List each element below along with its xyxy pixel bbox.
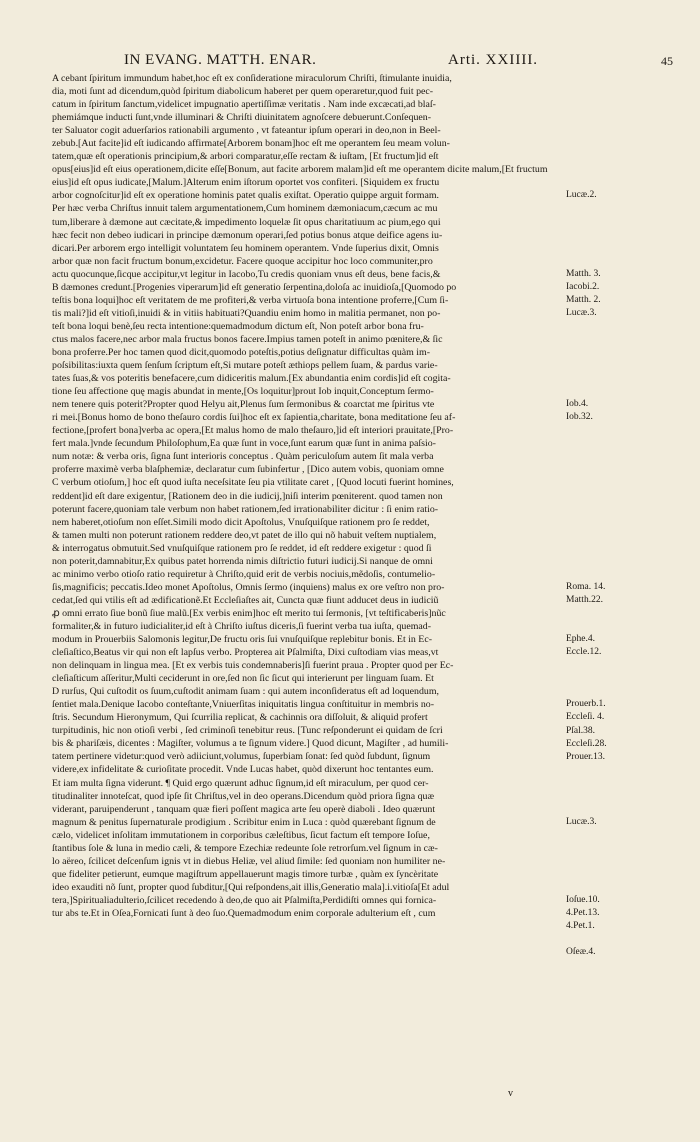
text-line: formaliter,& in futuro iudicialiter,id eſt à Chriſto iuſtus diceris,ſi fuerint verba tua iuſta, quemad-	[52, 620, 432, 632]
margin-reference: Matth. 3.	[566, 268, 601, 279]
text-line: catum in ſpiritum ſanctum,videlicet impugnatio apertiſſimæ veritatis . Nam inde excæcati,ad blaſ-	[52, 99, 436, 111]
text-line: ter Saluator cogit aduerſarios rationabili argumento , vt fateantur ipſum operari in deo,non in Beel-	[52, 125, 441, 137]
margin-reference: Eccle.12.	[566, 647, 602, 658]
text-line: ctus malos facere,nec arbor mala fructus bonos facere.Impius tamen poteſt in animo pœnitere,& ſic	[52, 333, 443, 345]
text-line: videre,ex infidelitate & curioſitate procedit. Vnde Lucas habet, quòd dixerunt hoc tentantes eum.	[52, 764, 434, 776]
text-line: tates ſuas,& vos poteritis benefacere,cum didiceritis malum.[Ex abundantia enim cordis]id eſt cogita-	[52, 373, 451, 385]
text-line: non delinquam in lingua mea. [Et ex verbis tuis condemnaberis]ſi fuerint praua . Propter quod per Ec-	[52, 660, 454, 672]
text-line: eius]id eſt opus iudicate,[Malum.]Alterum enim iſtorum oportet vos confiteri. [Siquidem ex fructu	[52, 177, 440, 189]
text-line: D rurſus, Qui cuſtodit os ſuum,cuſtodit animam ſuam : qui autem inconſideratus eſt ad loquendum,	[52, 686, 439, 698]
margin-reference: Lucæ.2.	[566, 190, 597, 201]
text-line: non poterit,damnabitur,Ex quibus patet horrenda nimis diſtrictio futuri iudicij.Si nanque de omni	[52, 555, 433, 567]
margin-reference: Matth.22.	[566, 595, 603, 605]
text-line: cleſiaſtico,Beatus vir qui non eſt lapſus verbo. Propterea ait Pſalmiſta, Dixi cuſtodiam vias meas,vt	[52, 647, 439, 659]
margin-reference: Pſal.38.	[566, 725, 596, 736]
text-line: cælo, videlicet inſolitam immutationem in corporibus cæleſtibus, ſicut factum eſt tempore Ioſue,	[52, 829, 430, 841]
margin-reference: Prouerb.1.	[566, 699, 606, 710]
margin-reference: 4.Pet.13.	[566, 908, 600, 919]
text-line: tione ſeu affectione quę magis abundat in mente,[Os loquitur]prout Iob inquit,Conceptum ſermo-	[52, 386, 434, 398]
text-line: zebub.[Aut facite]id eſt iudicando affirmate[Arborem bonam]hoc eſt me operantem ſeu meam volun-	[52, 138, 450, 150]
text-line: que fideliter petierunt, eumque magiſtrum appellauerunt magis timore turbæ , quàm ex ſyncèritate	[52, 868, 439, 880]
text-line: nem haberet,otioſum non eſſet.Simili modo dicit Apoſtolus, Vnuſquiſque rationem pro ſe reddet,	[52, 516, 430, 528]
text-line: ſtris. Secundum Hieronymum, Qui ſcurrilia replicat, & cachinnis ora diſſoluit, & aliquid profert	[52, 712, 428, 724]
text-line: fectione,[profert bona]verba ac opera,[Et malus homo de malo theſauro,]id eſt interiori prauitate,[Pro-	[52, 425, 454, 437]
margin-reference: Oſeæ.4.	[566, 947, 596, 958]
text-line: ꝓ omni errato ſiue bonũ ſiue malũ.[Ex verbis enim]hoc eſt merito tui ſermonis, [vt teſtificaberis]nũc	[52, 607, 446, 619]
margin-reference: 4.Pet.1.	[566, 921, 595, 932]
text-line: tur abs te.Et in Oſea,Fornicati ſunt à deo ſuo.Quemadmodum enim corporale adulterium eſt , cum	[52, 908, 436, 919]
margin-reference: Eccleſi.28.	[566, 738, 607, 749]
text-line: dicari.Per arborem ergo intelligit voluntatem ſeu hominem operantem. Vnde ſuperius dixit, Omnis	[52, 242, 439, 254]
text-line: tis mali?]id eſt vitioſi,inuidi & in vitiis habituati?Quandiu enim homo in malitia permanet, non po-	[52, 307, 441, 319]
text-line: ac minimo verbo otioſo ratio requiretur à Chriſto,quid erit de verbis nociuis,mẽdoſis, contumelio-	[52, 568, 436, 580]
text-line: Et iam multa ſigna viderunt. ¶ Quid ergo quærunt adhuc ſignum,id eſt miraculum, per quod cer-	[52, 777, 429, 789]
margin-reference: Eccleſi. 4.	[566, 712, 605, 723]
text-line: magnum & penitus ſupernaturale prodigium . Scribitur enim in Luca : quòd quærebant ſignum de	[52, 816, 436, 828]
text-line: ſis,magnificis; peccatis.Ideo monet Apoſtolus, Omnis ſermo (inquiens) malus ex ore veſtro non pro-	[52, 581, 445, 593]
text-line: fert mala.]vnde ſecundum Philoſophum,Ea quæ ſunt in voce,ſunt earum quæ ſunt in anima paſsio-	[52, 438, 436, 450]
text-line: poterunt facere,quoniam tale verbum non habet rationem,ſed irrationabiliter dicitur : ſi enim ratio-	[52, 503, 439, 515]
margin-reference: Ioſue.10.	[566, 895, 600, 906]
margin-reference: Ephe.4.	[566, 634, 596, 645]
text-line: dia, moti ſunt ad dicendum,quòd ſpiritum diabolicum haberet per quem operaretur,quod fuit pec-	[52, 86, 434, 98]
text-line: ri mei.[Bonus homo de bono theſauro cordis ſui]hoc eſt ex ſapientia,charitate, bona meditatione ſeu af-	[52, 412, 456, 424]
text-line: viderant, paruipenderunt , tanquam quæ fieri poſſent magica arte ſeu operè diaboli . Ideo quærunt	[52, 803, 436, 815]
text-line: Per hæc verba Chriſtus innuit talem argumentationem,Cum hominem dæmoniacum,cæcum ac mu	[52, 203, 438, 215]
margin-reference: Iacobi.2.	[566, 281, 600, 292]
text-line: arbor cognoſcitur]id eſt ex operatione hominis patet qualis exiſtat. Operatio quippe arguit formam.	[52, 190, 440, 202]
body-text	[52, 72, 567, 920]
text-line: & interrogatus obmutuit.Sed vnuſquiſque rationem pro ſe reddet, id eſt reddere exigetur : quod ſi	[52, 542, 432, 554]
margin-reference: Iob.32.	[566, 412, 593, 423]
text-line: tera,]Spiritualiadulterio,ſcilicet recedendo à deo,de quo ait Pſalmiſta,Perdidiſti omnes qui fornica-	[52, 894, 437, 906]
text-line: tatem,quæ eſt operationis principium,& arbori comparatur,eſſe rectam & iuſtam, [Et fructum]id eſt	[52, 151, 439, 163]
text-line: C verbum otioſum,] hoc eſt quod iuſta neceſsitate ſeu pia vtilitate caret , [Quod locuti fuerint homines,	[52, 477, 454, 489]
text-line: turpitudinis, hic non otioſi verbi , ſed criminoſi tenebitur reus. [Tunc reſponderunt ei quidam de ſcri	[52, 725, 443, 737]
margin-reference: Matth. 2.	[566, 294, 601, 305]
text-line: phemiámque inducti ſunt,vnde illuminari & Chriſti diuinitatem agnoſcere debuerunt.Conſequen-	[52, 112, 432, 124]
margin-reference: Prouer.13.	[566, 751, 606, 762]
text-line: hæc fecit non debeo iudicari in principe dæmonum operari,ſed potius bonus atque deifice agens iu-	[52, 229, 443, 241]
text-line: poſsibilitas:iuxta quem ſenſum ſcriptum eſt,Si mutare poteſt æthiops pellem ſuam, & pardus varie-	[52, 360, 438, 372]
margin-reference: Lucæ.3.	[566, 307, 597, 318]
text-line: & tamen multi non poterunt rationem reddere deo,vt patet de illo qui nõ habuit veſtem nuptialem,	[52, 529, 437, 541]
text-line: cedat,ſed qui vtilis eſt ad ædificationẽ.Et Eccleſiaſtes ait, Cuncta quæ fiunt adducet deus in iudiciũ	[52, 594, 439, 606]
text-line: proferre maximè verba blaſphemiæ, declaratur cum ſubinfertur , [Dico autem vobis, quoniam omne	[52, 464, 444, 476]
text-line: teſtis bona loqui]hoc eſt veritatem de me profiteri,& verba virtuoſa bona intentione proferre,[Cum ſi-	[52, 294, 449, 306]
text-line: reddent]id eſt dare exigentur, [Rationem deo in die iudicij,]niſi interim pœniterent. quod tamen non	[52, 490, 443, 502]
text-line: titudinaliter innoteſcat, quod ipſe ſit Chriſtus,vel in deo operans.Dicendum quòd priora ſigna quæ	[52, 790, 435, 802]
text-line: A cebant ſpiritum immundum habet,hoc eſt ex conſideratione miraculorum Chriſti, ſtimulante inuidia,	[52, 73, 452, 84]
margin-reference: Roma. 14.	[566, 581, 606, 592]
margin-reference: Lucæ.3.	[566, 816, 597, 827]
text-line: nem tenere quis poterit?Propter quod Helyu ait,Plenus ſum ſermonibus & coarctat me ſpiritus vte	[52, 399, 435, 411]
text-line: cleſiaſticum aſſeritur,Multi ceciderunt in ore,ſed non ſic ſicut qui interierunt per linguam ſuam. Et	[52, 673, 434, 685]
text-line: ſentiet mala.Denique Iacobo conteſtante,Vniuerſitas iniquitatis lingua conſtituitur in membris no-	[52, 699, 435, 711]
text-line: opus[eius]id eſt eius operationem,dicite eſſe[Bonum, aut facite arborem malam]id eſt me operantem dicite malum,[Et fructum	[52, 164, 548, 176]
text-line: arbor quæ non facit fructum bonum,excidetur. Facere quoque accipitur hoc loco communiter,pro	[52, 255, 433, 267]
text-line: num notæ: & verba oris, ſigna ſunt interioris conceptus . Quàm periculoſum autem ſit mala verba	[52, 451, 434, 463]
running-head	[0, 52, 700, 72]
running-head-title: IN EVANG. MATTH. ENAR.	[124, 52, 317, 68]
text-line: teſt bona loqui benè,ſeu recta intentione:quemadmodum dictum eſt, Non poteſt arbor bona fru-	[52, 320, 424, 332]
text-line: actu quocunque,ſicque accipitur,vt legitur in Iacobo,Tu credis quoniam vnus eſt deus, bene facis,&	[52, 268, 441, 280]
text-line: lo aëreo, ſcilicet deſcenſum ignis vt in diebus Heliæ, vel aliud ſimile: ſed quoniam non humiliter ne-	[52, 855, 446, 867]
folio-number: 45	[661, 54, 673, 68]
running-head-article: Arti. XXIIII.	[448, 52, 539, 68]
text-line: ideo exauditi nõ ſunt, propter quod ſubditur,[Qui reſpondens,ait illis,Generatio mala].i.vitioſa[Et adul	[52, 881, 450, 893]
text-line: B dæmones credunt.[Progenies viperarum]id eſt generatio ſerpentina,doloſa ac inuidioſa,[Quomodo po	[52, 281, 457, 293]
text-line: ſtantibus ſole & luna in medio cæli, & tempore Ezechiæ redeunte ſole retrorſum.vel ſignum in cæ-	[52, 842, 438, 854]
text-line: tatem pertinere videtur:quod verò adiiciunt,volumus, ſuperbiam ſonat: ſed quòd ſubdunt, ſignum	[52, 751, 431, 763]
signature-mark: v	[508, 1088, 513, 1099]
text-line: tum,liberare à dæmone aut cæcitate,& impedimento loquelæ ſit opus charitatiuum ac pium,ego qui	[52, 216, 441, 228]
margin-reference: Iob.4.	[566, 399, 589, 410]
text-line: bona proferre.Per hoc tamen quod dicit,quomodo poteſtis,potius deſignatur difficultas quàm im-	[52, 346, 431, 358]
text-line: modum in Prouerbiis Salomonis legitur,De fructu oris ſui vnuſquiſque replebitur bonis. Et in Ec-	[52, 634, 433, 646]
text-line: bis & phariſæis, dicentes : Magiſter, volumus a te ſignum videre.] Quod dicunt, Magiſter , ad humili-	[52, 738, 449, 750]
